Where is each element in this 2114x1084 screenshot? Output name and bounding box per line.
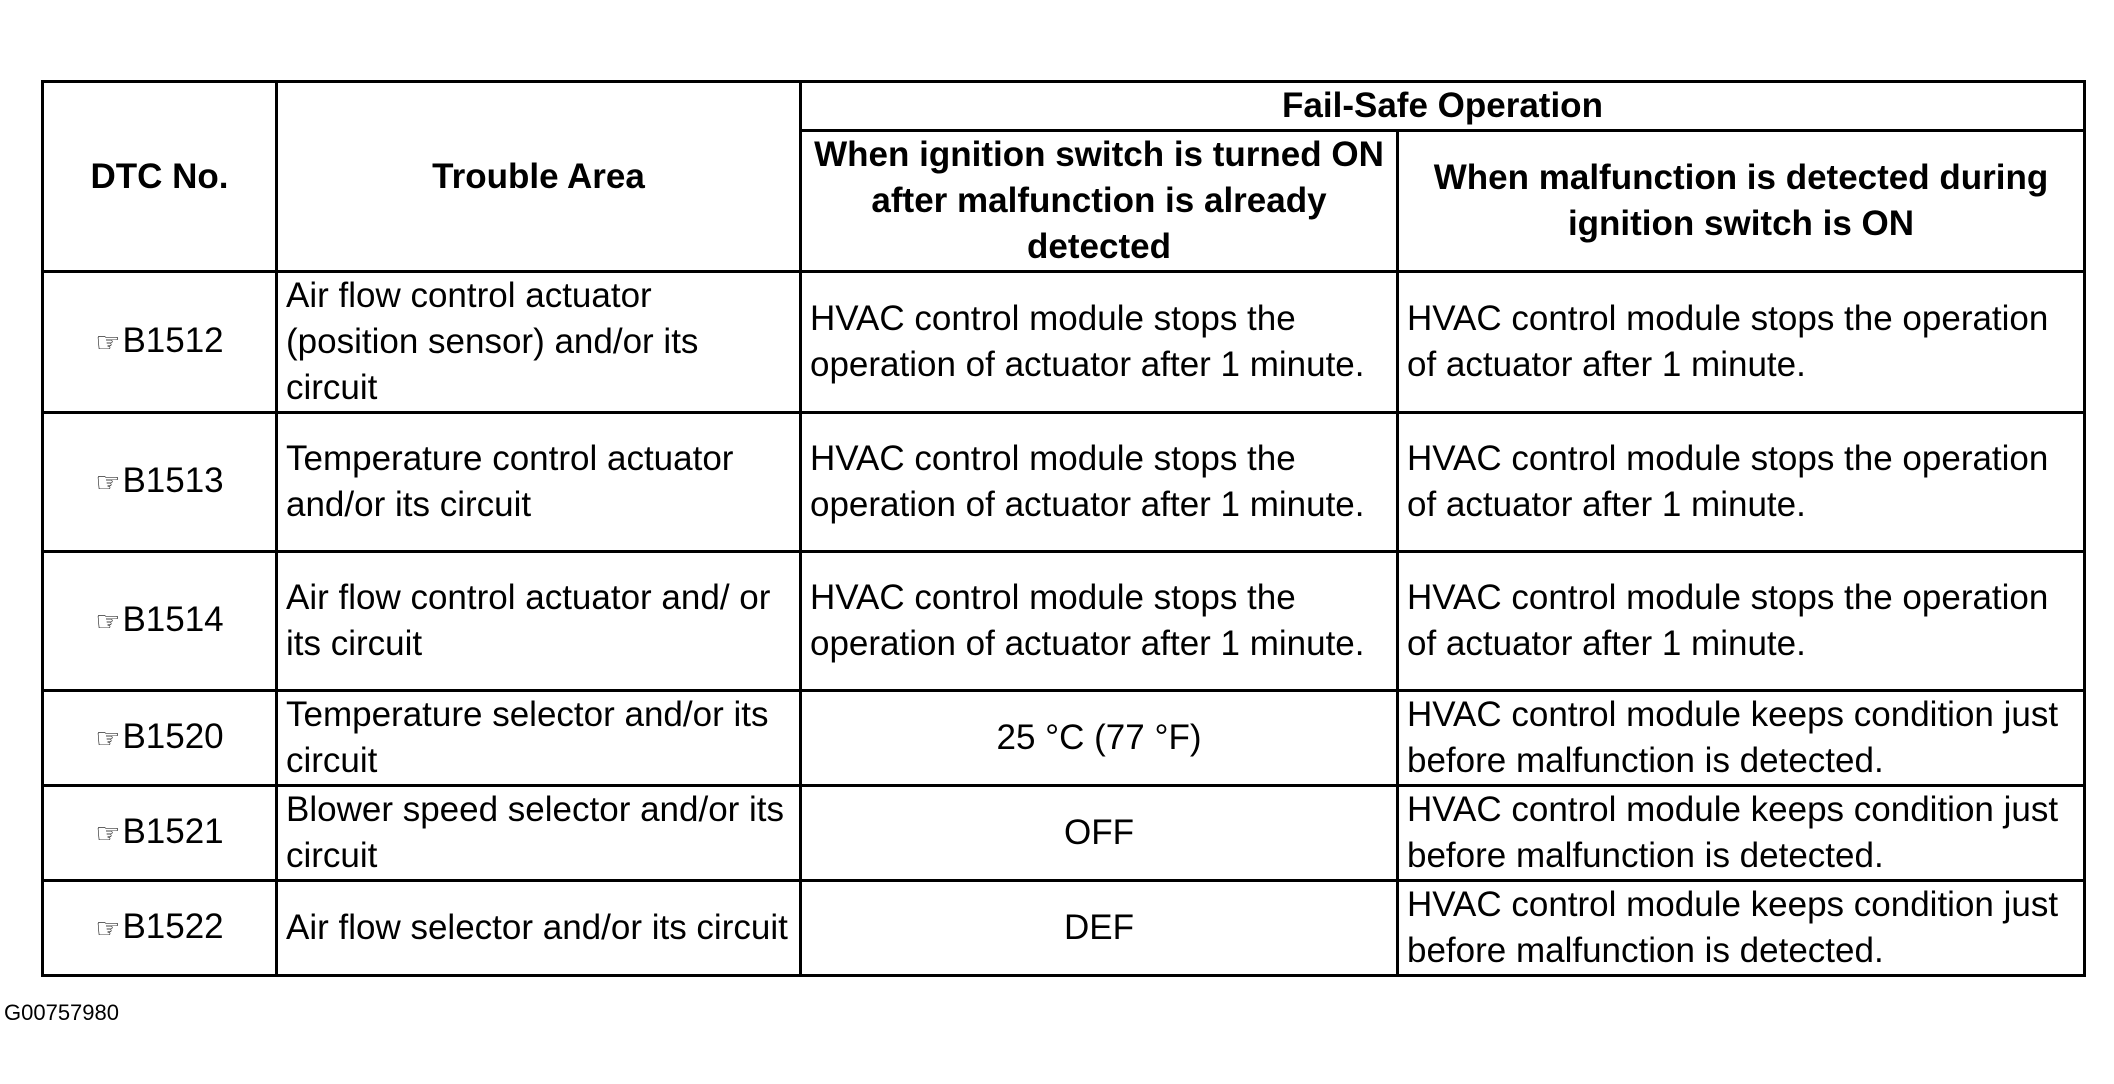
dtc-code-link[interactable]: B1514	[122, 600, 224, 639]
dtc-code-link[interactable]: B1521	[122, 812, 224, 851]
trouble-area-cell: Air flow selector and/or its circuit	[277, 881, 801, 976]
ignition-on-cell: DEF	[801, 881, 1398, 976]
trouble-area-cell: Air flow control actuator (position sensor) and/or its circuit	[277, 272, 801, 413]
dtc-code-cell	[43, 691, 277, 786]
trouble-area-cell: Temperature control actuator and/or its circuit	[277, 413, 801, 552]
table-row	[43, 272, 2085, 413]
header-when-detected: When malfunction is detected during ignition switch is ON	[1398, 131, 2085, 272]
ignition-on-cell: HVAC control module stops the operation of actuator after 1 minute.	[801, 552, 1398, 691]
dtc-code-cell	[43, 413, 277, 552]
ignition-on-cell: 25 °C (77 °F)	[801, 691, 1398, 786]
pointing-hand-icon: ☞	[95, 723, 121, 754]
table-row	[43, 413, 2085, 552]
detected-cell: HVAC control module stops the operation of actuator after 1 minute.	[1398, 272, 2085, 413]
table-row	[43, 881, 2085, 976]
dtc-code-link[interactable]: B1522	[122, 907, 224, 946]
header-fail-safe: Fail-Safe Operation	[801, 82, 2085, 131]
table-row	[43, 786, 2085, 881]
table-row	[43, 552, 2085, 691]
pointing-hand-icon: ☞	[95, 913, 121, 944]
pointing-hand-icon: ☞	[95, 606, 121, 637]
dtc-code-cell	[43, 272, 277, 413]
detected-cell: HVAC control module keeps condition just before malfunction is detected.	[1398, 691, 2085, 786]
dtc-code-link[interactable]: B1513	[122, 461, 224, 500]
figure-id: G00757980	[4, 1000, 119, 1025]
trouble-area-cell: Blower speed selector and/or its circuit	[277, 786, 801, 881]
trouble-area-cell: Air flow control actuator and/ or its circuit	[277, 552, 801, 691]
ignition-on-cell: HVAC control module stops the operation of actuator after 1 minute.	[801, 413, 1398, 552]
ignition-on-cell: OFF	[801, 786, 1398, 881]
pointing-hand-icon: ☞	[95, 818, 121, 849]
dtc-code-link[interactable]: B1520	[122, 717, 224, 756]
header-dtc-no: DTC No.	[43, 82, 277, 272]
dtc-code-cell	[43, 881, 277, 976]
detected-cell: HVAC control module stops the operation of actuator after 1 minute.	[1398, 413, 2085, 552]
dtc-code-link[interactable]: B1512	[122, 321, 224, 360]
detected-cell: HVAC control module keeps condition just before malfunction is detected.	[1398, 881, 2085, 976]
ignition-on-cell: HVAC control module stops the operation of actuator after 1 minute.	[801, 272, 1398, 413]
header-when-ignition-on: When ignition switch is turned ON after malfunction is already detected	[801, 131, 1398, 272]
dtc-code-cell	[43, 552, 277, 691]
pointing-hand-icon: ☞	[95, 467, 121, 498]
table-row	[43, 691, 2085, 786]
dtc-code-cell	[43, 786, 277, 881]
detected-cell: HVAC control module stops the operation of actuator after 1 minute.	[1398, 552, 2085, 691]
detected-cell: HVAC control module keeps condition just before malfunction is detected.	[1398, 786, 2085, 881]
pointing-hand-icon: ☞	[95, 327, 121, 358]
trouble-area-cell: Temperature selector and/or its circuit	[277, 691, 801, 786]
header-trouble-area: Trouble Area	[277, 82, 801, 272]
dtc-table	[41, 80, 2086, 977]
